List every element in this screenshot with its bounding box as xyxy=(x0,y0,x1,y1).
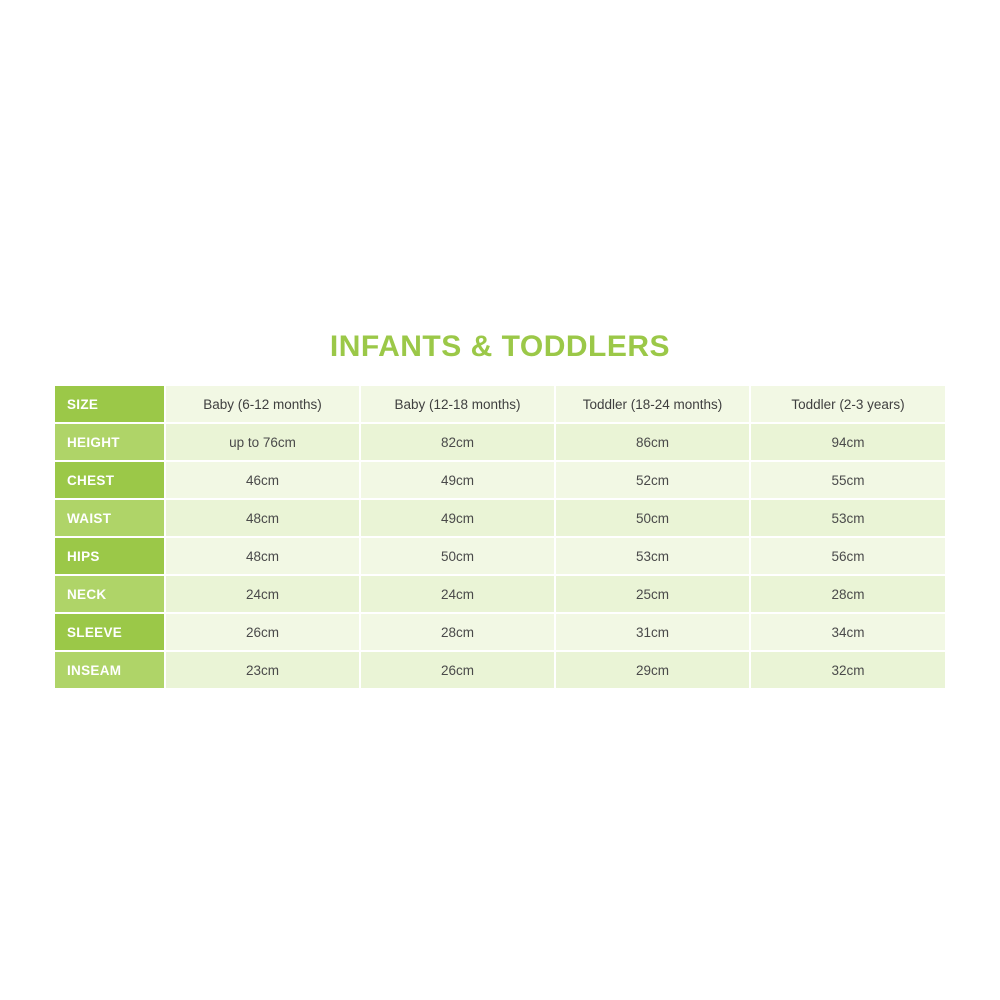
table-cell: 24cm xyxy=(360,575,555,613)
table-cell: 48cm xyxy=(165,537,360,575)
table-row xyxy=(55,537,945,575)
table-cell: 34cm xyxy=(750,613,945,651)
table-cell: 48cm xyxy=(165,499,360,537)
column-header: Toddler (2-3 years) xyxy=(750,386,945,423)
table-row xyxy=(55,613,945,651)
table-header-row xyxy=(55,386,945,423)
table-row xyxy=(55,575,945,613)
row-label: HEIGHT xyxy=(55,423,165,461)
table-cell: 25cm xyxy=(555,575,750,613)
column-header: Baby (12-18 months) xyxy=(360,386,555,423)
table-row xyxy=(55,499,945,537)
table-cell: 31cm xyxy=(555,613,750,651)
page-title: INFANTS & TODDLERS xyxy=(329,330,671,363)
column-header: Toddler (18-24 months) xyxy=(555,386,750,423)
column-header-size: SIZE xyxy=(55,386,165,423)
table-cell: 53cm xyxy=(555,537,750,575)
table-cell: 26cm xyxy=(360,651,555,688)
table-cell: 49cm xyxy=(360,461,555,499)
row-label: WAIST xyxy=(55,499,165,537)
table-cell: 53cm xyxy=(750,499,945,537)
table-cell: 32cm xyxy=(750,651,945,688)
table-cell: 55cm xyxy=(750,461,945,499)
row-label: NECK xyxy=(55,575,165,613)
table-row xyxy=(55,651,945,688)
row-label: HIPS xyxy=(55,537,165,575)
table-row xyxy=(55,423,945,461)
row-label: CHEST xyxy=(55,461,165,499)
table-cell: 52cm xyxy=(555,461,750,499)
table-cell: 23cm xyxy=(165,651,360,688)
table-cell: up to 76cm xyxy=(165,423,360,461)
table-cell: 94cm xyxy=(750,423,945,461)
size-chart-table xyxy=(55,386,945,688)
table-cell: 28cm xyxy=(360,613,555,651)
size-chart-container xyxy=(55,330,945,688)
table-cell: 56cm xyxy=(750,537,945,575)
table-cell: 82cm xyxy=(360,423,555,461)
table-cell: 29cm xyxy=(555,651,750,688)
table-cell: 26cm xyxy=(165,613,360,651)
table-row xyxy=(55,461,945,499)
table-cell: 49cm xyxy=(360,499,555,537)
column-header: Baby (6-12 months) xyxy=(165,386,360,423)
table-cell: 24cm xyxy=(165,575,360,613)
table-cell: 50cm xyxy=(360,537,555,575)
row-label: INSEAM xyxy=(55,651,165,688)
row-label: SLEEVE xyxy=(55,613,165,651)
table-cell: 46cm xyxy=(165,461,360,499)
table-cell: 86cm xyxy=(555,423,750,461)
table-cell: 28cm xyxy=(750,575,945,613)
table-cell: 50cm xyxy=(555,499,750,537)
